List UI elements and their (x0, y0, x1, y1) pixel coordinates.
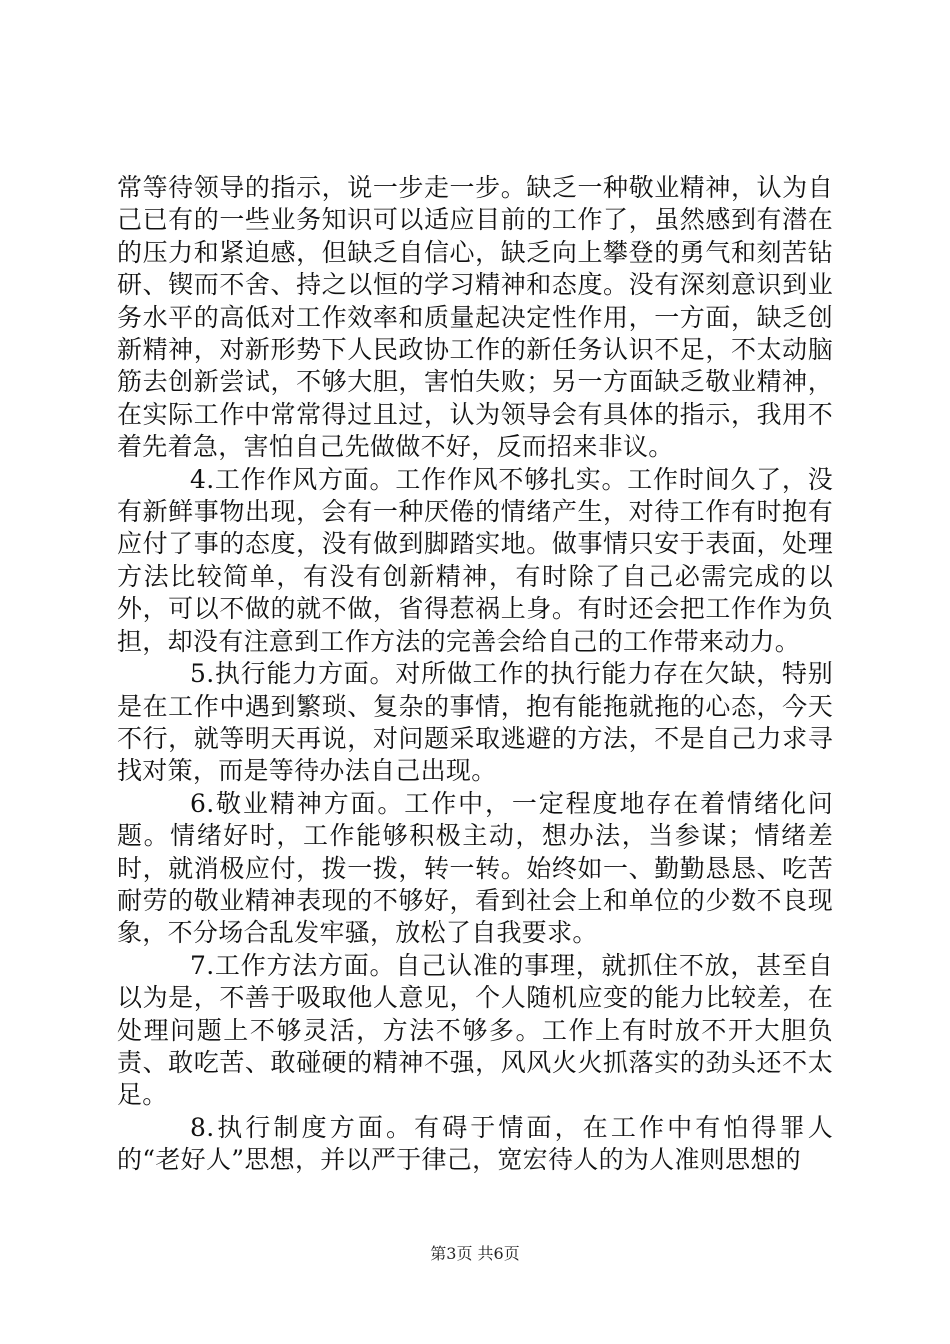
paragraph-dedication: 6.敬业精神方面。工作中，一定程度地存在着情绪化问题。情绪好时，工作能够积极主动，想办法，当参谋；情绪差时，就消极应付，拨一拨，转一转。始终如一、勤勤恳恳、吃苦耐劳的敬业精神表现的不够好，看到社会上和单位的少数不良现象，不分场合乱发牢骚，放松了自我要求。 (117, 788, 833, 948)
paragraph-work-style: 4.工作作风方面。工作作风不够扎实。工作时间久了，没有新鲜事物出现，会有一种厌倦的情绪产生，对待工作有时抱有应付了事的态度，没有做到脚踏实地。做事情只安于表面，处理方法比较简单，有没有创新精神，有时除了自己必需完成的以外，可以不做的就不做，省得惹祸上身。有时还会把工作作为负担，却没有注意到工作方法的完善会给自己的工作带来动力。 (117, 464, 833, 656)
paragraph-system-execution: 8.执行制度方面。有碍于情面，在工作中有怕得罪人的“老好人”思想，并以严于律己，宽宏待人的为人准则思想的 (117, 1112, 833, 1175)
page-number-footer: 第3页 共6页 (430, 1244, 520, 1263)
paragraph-work-method: 7.工作方法方面。自己认准的事理，就抓住不放，甚至自以为是，不善于吸取他人意见，个人随机应变的能力比较差，在处理问题上不够灵活，方法不够多。工作上有时放不开大胆负责、敢吃苦、敢碰硬的精神不强，风风火火抓落实的劲头还不太足。 (117, 950, 833, 1110)
paragraph-execution-ability: 5.执行能力方面。对所做工作的执行能力存在欠缺，特别是在工作中遇到繁琐、复杂的事情，抱有能拖就拖的心态，今天不行，就等明天再说，对问题采取逃避的方法，不是自己力求寻找对策，而是等待办法自己出现。 (117, 659, 833, 786)
document-body (117, 172, 833, 1177)
paragraph-continuation: 常等待领导的指示，说一步走一步。缺乏一种敬业精神，认为自己已有的一些业务知识可以适应目前的工作了，虽然感到有潜在的压力和紧迫感，但缺乏自信心，缺乏向上攀登的勇气和刻苦钻研、锲而不舍、持之以恒的学习精神和态度。没有深刻意识到业务水平的高低对工作效率和质量起决定性作用，一方面，缺乏创新精神，对新形势下人民政协工作的新任务认识不足，不太动脑筋去创新尝试，不够大胆，害怕失败；另一方面缺乏敬业精神，在实际工作中常常得过且过，认为领导会有具体的指示，我用不着先着急，害怕自己先做做不好，反而招来非议。 (117, 173, 833, 462)
